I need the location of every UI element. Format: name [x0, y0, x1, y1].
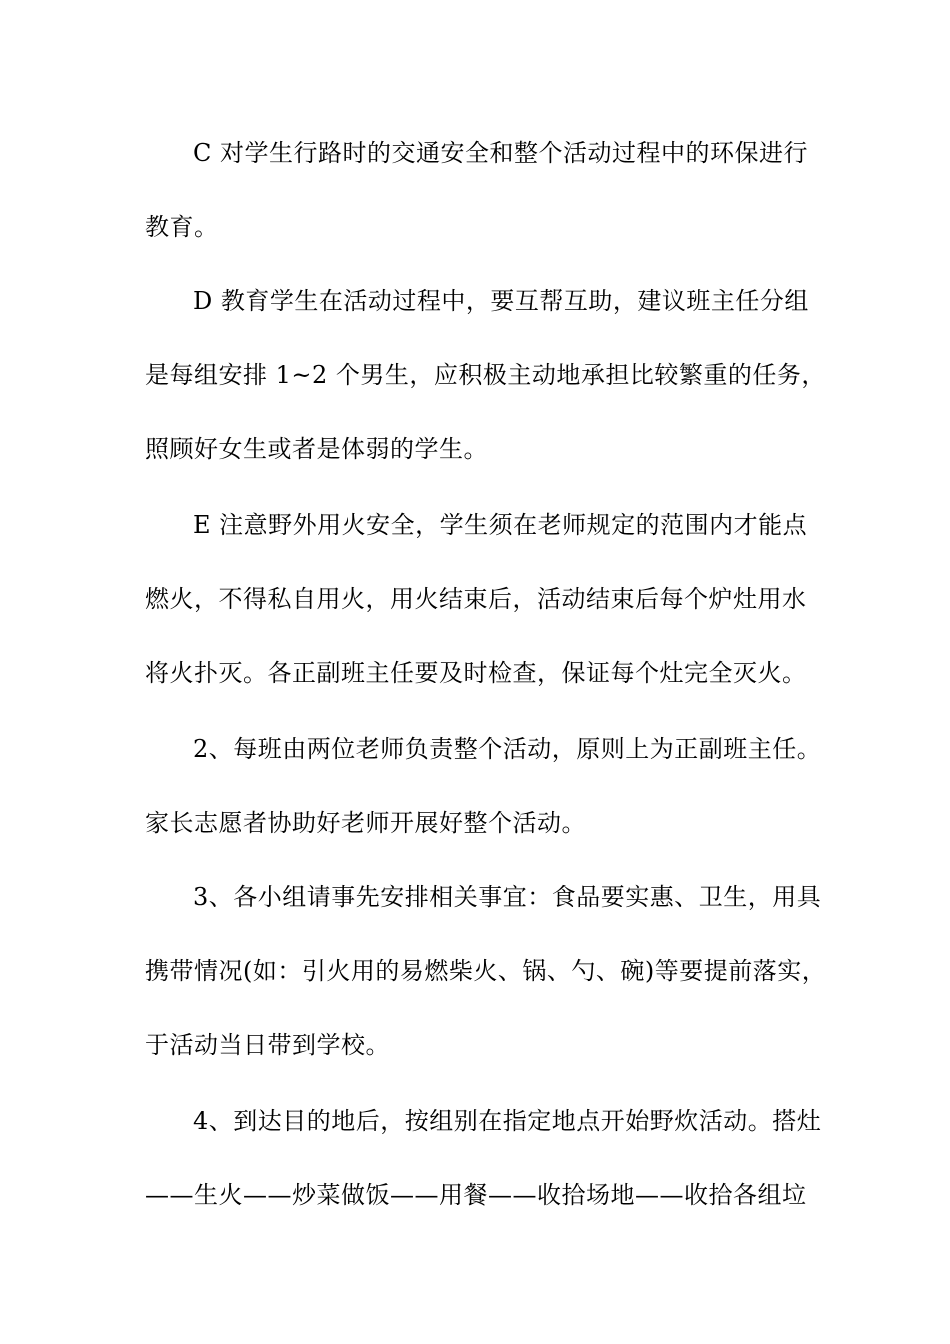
- paragraph-2-line-1: 2、每班由两位老师负责整个活动，原则上为正副班主任。: [193, 735, 822, 763]
- paragraph-e-line-1: E 注意野外用火安全，学生须在老师规定的范围内才能点: [193, 511, 808, 539]
- paragraph-d-line-3: 照顾好女生或者是体弱的学生。: [145, 435, 488, 463]
- paragraph-c-line-2: 教育。: [145, 213, 219, 241]
- paragraph-d-line-1: D 教育学生在活动过程中，要互帮互助，建议班主任分组: [193, 287, 809, 315]
- paragraph-e-line-2: 燃火，不得私自用火，用火结束后，活动结束后每个炉灶用水: [145, 585, 807, 613]
- paragraph-d-line-2: 是每组安排 1~2 个男生，应积极主动地承担比较繁重的任务，: [145, 361, 826, 389]
- paragraph-2-line-2: 家长志愿者协助好老师开展好整个活动。: [145, 809, 586, 837]
- paragraph-3-line-2: 携带情况(如：引火用的易燃柴火、锅、勺、碗)等要提前落实，: [145, 957, 827, 985]
- paragraph-e-line-3: 将火扑灭。各正副班主任要及时检查，保证每个灶完全灭火。: [145, 659, 807, 687]
- paragraph-4-line-1: 4、到达目的地后，按组别在指定地点开始野炊活动。搭灶: [193, 1107, 822, 1135]
- paragraph-4-line-2: ——生火——炒菜做饭——用餐——收拾场地——收拾各组垃: [145, 1181, 807, 1209]
- paragraph-3-line-1: 3、各小组请事先安排相关事宜：食品要实惠、卫生，用具: [193, 883, 822, 911]
- paragraph-c-line-1: C 对学生行路时的交通安全和整个活动过程中的环保进行: [193, 139, 808, 167]
- paragraph-3-line-3: 于活动当日带到学校。: [145, 1031, 390, 1059]
